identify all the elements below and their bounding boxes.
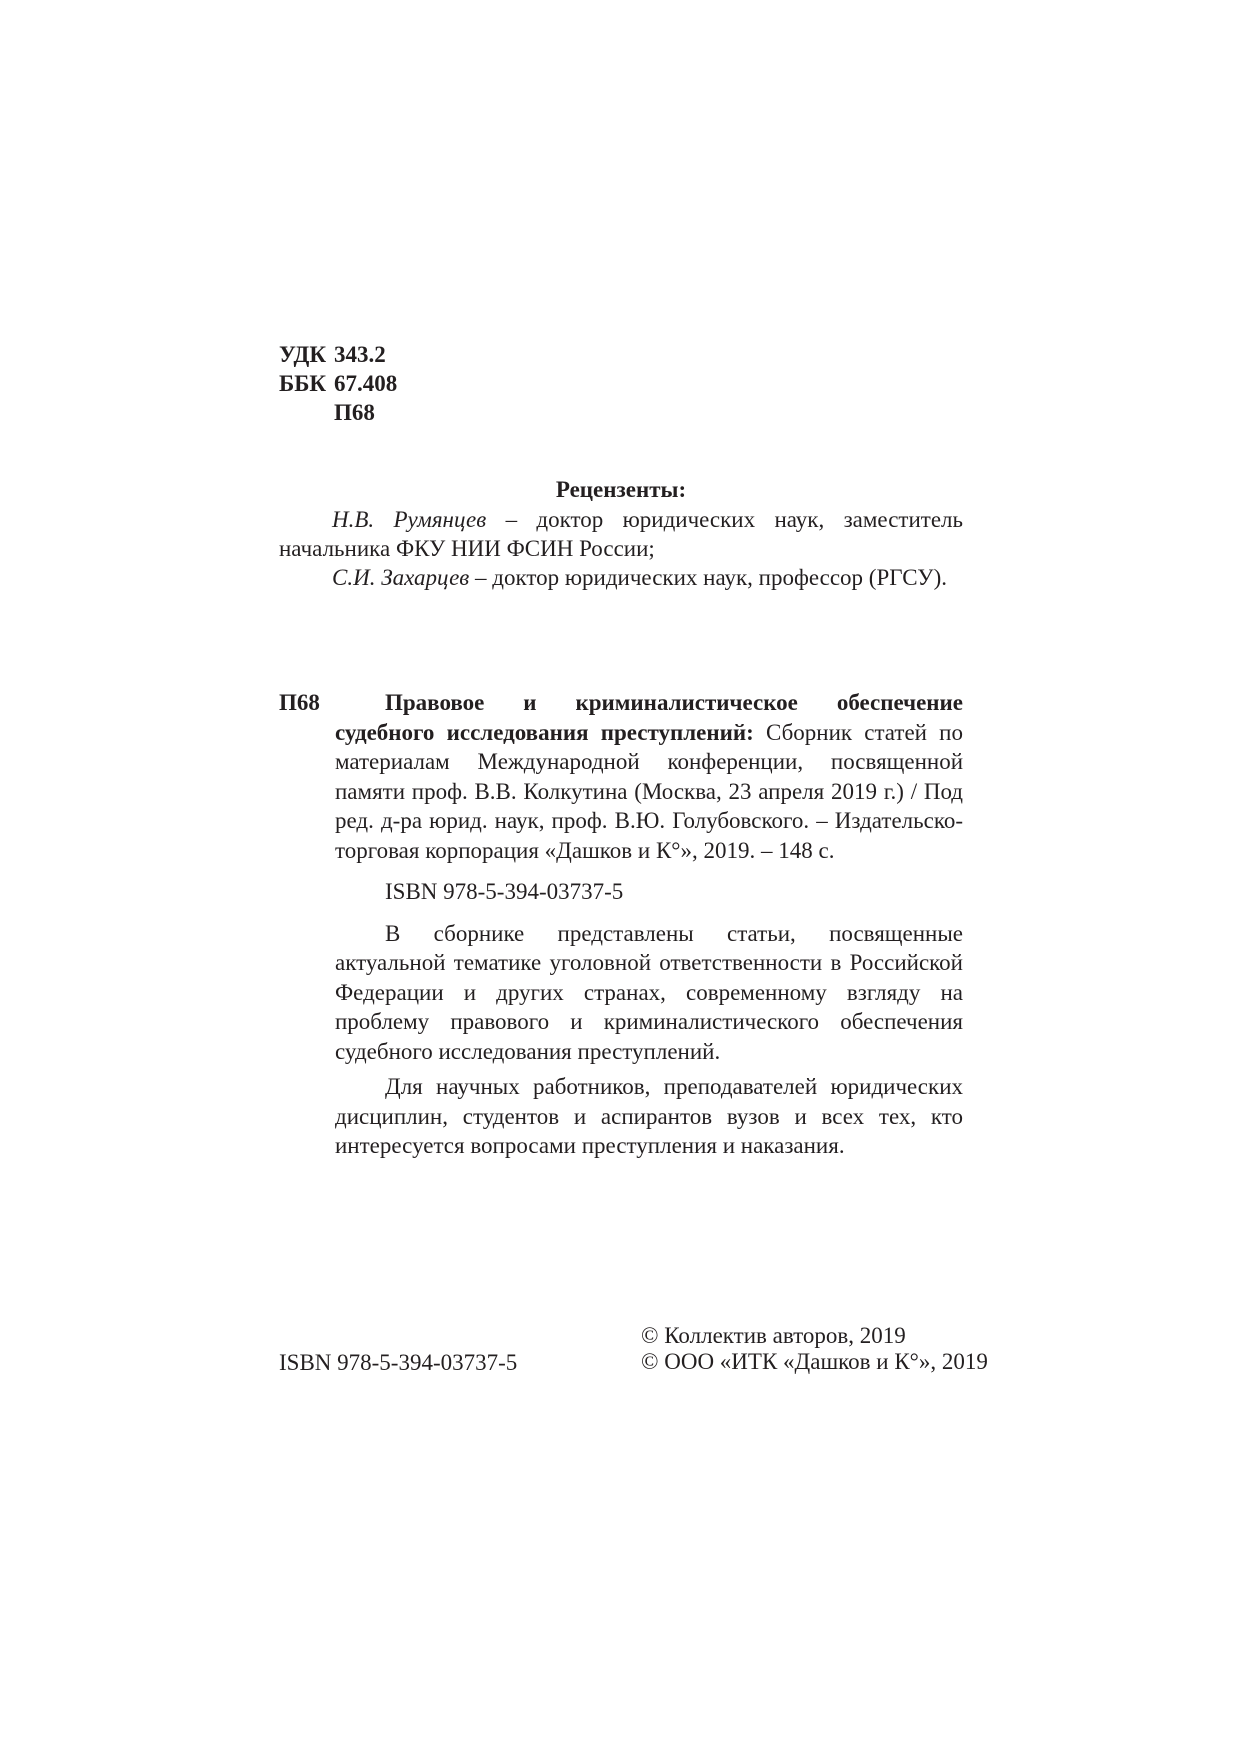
reviewers-heading: Рецензенты: bbox=[555, 477, 687, 502]
bbk-label: ББК bbox=[279, 371, 327, 396]
reviewer-description: – доктор юридических наук, заместитель начальника ФКУ НИИ ФСИН России; bbox=[279, 507, 964, 561]
entry-audience: Для научных работников, преподавателей юридических дисциплин, студентов и аспирантов вузов и всех тех, кто интересуется вопросами преступления и наказания. bbox=[335, 1074, 963, 1158]
reviewers-block bbox=[279, 475, 963, 592]
entry-isbn: ISBN 978-5-394-03737-5 bbox=[385, 879, 624, 904]
copyright-notices bbox=[641, 1323, 988, 1375]
reviewer-name: Н.В. Румянцев bbox=[332, 507, 487, 532]
entry-code: П68 bbox=[279, 690, 320, 715]
bbk-value: 67.408 bbox=[334, 371, 398, 396]
copyright-publisher: © ООО «ИТК «Дашков и К°», 2019 bbox=[641, 1349, 988, 1374]
reviewer-item bbox=[279, 563, 963, 592]
bbk-row bbox=[279, 369, 397, 398]
entry-description bbox=[335, 688, 963, 865]
book-title: Правовое и криминалистическое обеспечение судебного исследования преступлений: bbox=[335, 690, 963, 745]
reviewer-description: – доктор юридических наук, профессор (РГСУ). bbox=[469, 565, 947, 590]
udk-value: 343.2 bbox=[334, 342, 386, 367]
bibliographic-entry bbox=[335, 688, 963, 1161]
classification-block bbox=[279, 340, 397, 427]
reviewer-name: С.И. Захарцев bbox=[332, 565, 470, 590]
author-mark: П68 bbox=[334, 400, 375, 425]
udk-row bbox=[279, 340, 397, 369]
book-details: Сборник статей по материалам Международной конференции, посвященной памяти проф. В.В. Колкутина (Москва, 23 апреля 2019 г.) / Под ред. д-ра юрид. наук, проф. В.Ю. Голубовского. – Издательско-торговая корпорация «Дашков и К°», 2019. – 148 с. bbox=[335, 719, 963, 863]
entry-abstract: В сборнике представлены статьи, посвященные актуальной тематике уголовной ответственности в Российской Федерации и других странах, современному взгляду на проблему правового и криминалистического обеспечения судебного исследования преступлений. bbox=[335, 920, 963, 1064]
footer-isbn: ISBN 978-5-394-03737-5 bbox=[279, 1350, 518, 1375]
udk-label: УДК bbox=[279, 342, 327, 367]
reviewer-item bbox=[279, 505, 963, 563]
copyright-authors: © Коллектив авторов, 2019 bbox=[641, 1323, 906, 1348]
